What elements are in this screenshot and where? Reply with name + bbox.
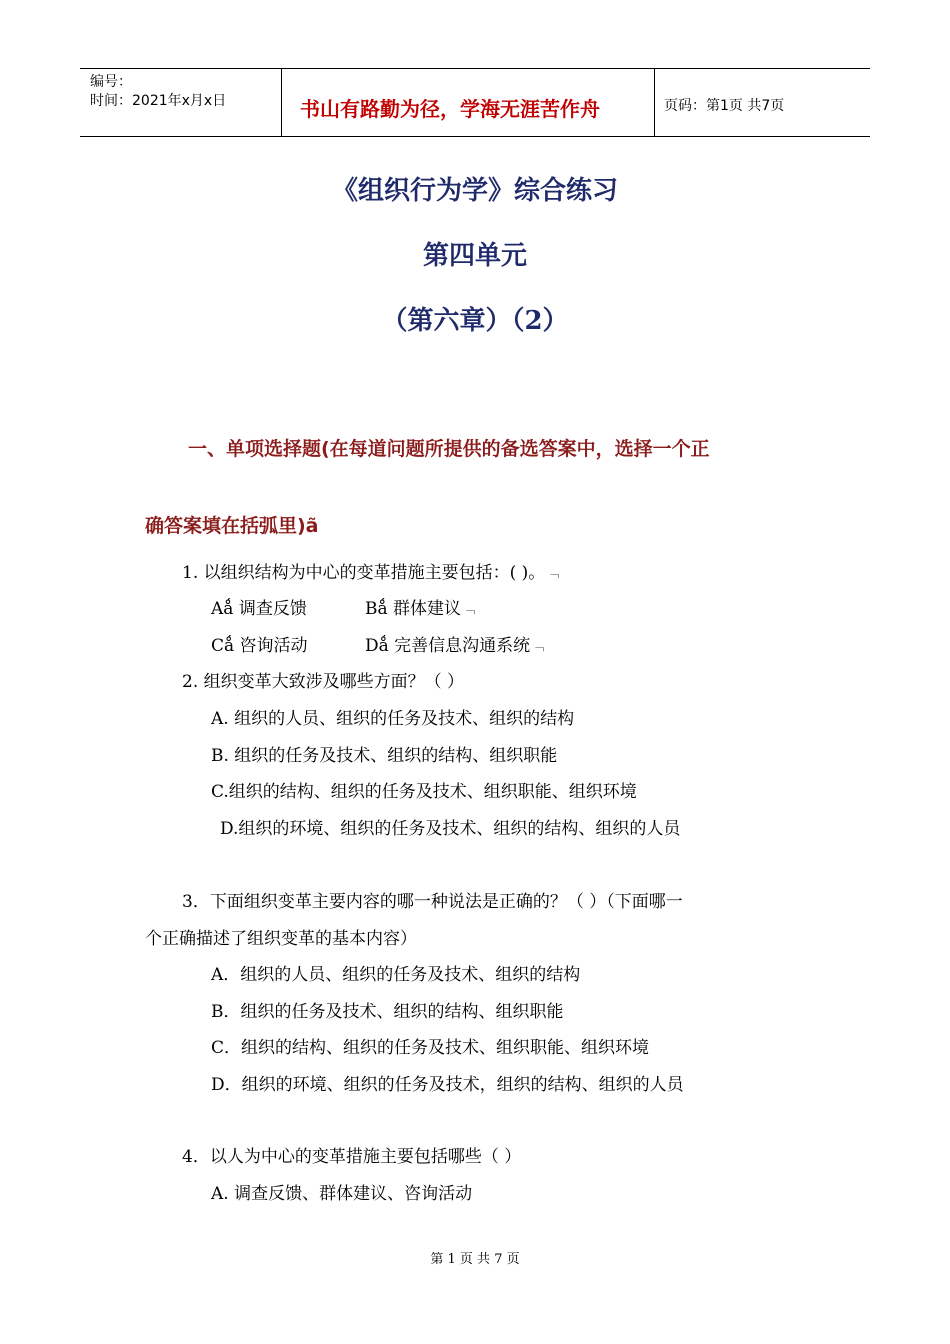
paragraph-mark: ﹁: [547, 566, 560, 580]
unit-title: 第四单元: [422, 241, 527, 271]
header-motto: 书山有路勤为径，学海无涯苦作舟: [300, 97, 600, 121]
section-heading-line1: 一、单项选择题(在每道问题所提供的备选答案中，选择一个正: [188, 438, 710, 460]
page-footer: 第 1 页 共 7 页: [430, 1252, 520, 1267]
document-title: 《组织行为学》综合练习: [331, 176, 618, 206]
q3-option-a: A．组织的人员、组织的任务及技术、组织的结构: [211, 965, 581, 985]
q3-option-b: B．组织的任务及技术、组织的结构、组织职能: [211, 1002, 564, 1022]
q2-option-c: C.组织的结构、组织的任务及技术、组织职能、组织环境: [211, 782, 637, 802]
q1-option-d: [365, 635, 544, 657]
q1-option-c: Cǻ 咨询活动: [211, 636, 308, 656]
q3-option-d: D．组织的环境、组织的任务及技术，组织的结构、组织的人员: [211, 1075, 684, 1095]
q2-option-a: A. 组织的人员、组织的任务及技术、组织的结构: [211, 709, 575, 729]
q4-option-a: A. 调查反馈、群体建议、咨询活动: [211, 1184, 473, 1204]
q1-option-b: [365, 598, 475, 620]
q1-option-b-text: Bǻ 群体建议: [365, 599, 462, 619]
section-heading-line2: 确答案填在括弧里)ã: [145, 515, 319, 537]
q3-stem-line2: 个正确描述了组织变革的基本内容）: [145, 929, 417, 949]
q1-stem-text: 1. 以组织结构为中心的变革措施主要包括：( )。: [182, 563, 546, 583]
paragraph-mark: ﹁: [463, 602, 476, 616]
header-bottom-rule: [80, 136, 870, 137]
q3-stem-line1: 3．下面组织变革主要内容的哪一种说法是正确的？（ ）（下面哪一: [182, 892, 683, 912]
header-divider-1: [281, 68, 282, 136]
q2-option-b: B. 组织的任务及技术、组织的结构、组织职能: [211, 746, 558, 766]
chapter-title: （第六章）（2）: [381, 306, 569, 336]
q2-option-d: D.组织的环境、组织的任务及技术、组织的结构、组织的人员: [220, 819, 681, 839]
header-time-label: 时间：2021年x月x日: [90, 93, 227, 109]
header-number-label: 编号：: [90, 74, 132, 90]
q1-option-a: Aǻ 调查反馈: [211, 599, 307, 619]
q1-stem: [182, 562, 559, 584]
header-page-info: 页码：第1页 共7页: [664, 98, 785, 114]
header-divider-2: [654, 68, 655, 136]
q4-stem: 4．以人为中心的变革措施主要包括哪些（ ）: [182, 1147, 522, 1167]
q1-option-d-text: Dǻ 完善信息沟通系统: [365, 636, 531, 656]
paragraph-mark: ﹁: [532, 639, 545, 653]
header-top-rule: [80, 68, 870, 69]
q3-option-c: C．组织的结构、组织的任务及技术、组织职能、组织环境: [211, 1038, 650, 1058]
q2-stem: 2. 组织变革大致涉及哪些方面？（ ）: [182, 672, 465, 692]
